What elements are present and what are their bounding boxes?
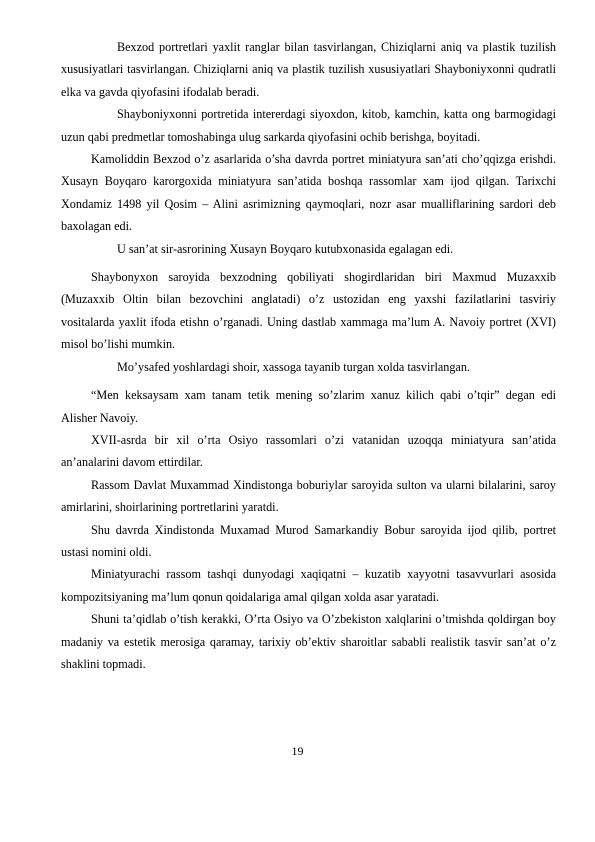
body-text [61, 36, 556, 675]
paragraph-5: Shaybonyxon saroyida bexzodning qobiliyati shogirdlaridan biri Maxmud Muzaxxib (Muzaxxib Oltin bilan bezovchini anglatadi) o’z ustozidan eng yaxshi fazilatlarini tasviriy vositalarda yaxlit ifoda etishn o’rganadi. Uning dastlab xammaga ma’lum A. Navoiy portret (XVI) misol bo’lishi mumkin. [61, 270, 556, 352]
paragraph-9: Rassom Davlat Muxammad Xindistonga boburiylar saroyida sulton va ularni bilalarini, saroy amirlarini, shoirlarining portretlarini yaratdi. [61, 477, 556, 515]
paragraph-3: Kamoliddin Bexzod o’z asarlarida o’sha davrda portret miniatyura san’ati cho’qqizga erishdi. Xusayn Boyqaro karorgoxida miniatyura san’atida boshqa rassomlar xam ijod qilgan. Tarixchi Xondamiz 1498 yil Qosim – Alini asrimizning qaymoqlari, nozr asar mualliflarining sardori deb baxolagan edi. [61, 152, 556, 234]
paragraph-10: Shu davrda Xindistonda Muxamad Murod Samarkandiy Bobur saroyida ijod qilib, portret ustasi nomini oldi. [61, 522, 556, 559]
paragraph-1: Bexzod portretlari yaxlit ranglar bilan tasvirlangan, Chiziqlarni aniq va plastik tuzilish xususiyatlari tasvirlangan. Chiziqlarni aniq va plastik tuzilish xususiyatlari Shayboniyxonni qudratli elka va gavda qiyofasini ifodalab beradi. [61, 40, 556, 99]
paragraph-4: U san’at sir-asrorining Xusayn Boyqaro kutubxonasida egalagan edi. [117, 241, 454, 256]
paragraph-11: Miniatyurachi rassom tashqi dunyodagi xaqiqatni – kuzatib xayyotni tasavvurlari asosida kompozitsiyaning ma’lum qonun qoidalariga amal qilgan xolda asar yaratadi. [61, 567, 556, 604]
paragraph-12: Shuni ta’qidlab o’tish kerakki, O’rta Osiyo va O’zbekiston xalqlarini o’tmishda qoldirgan boy madaniy va estetik merosiga qaramay, tarixiy ob’ektiv sharoitlar sababli realistik tasvir san’at o’z shaklini topmadi. [61, 612, 556, 671]
paragraph-7: “Men keksaysam xam tanam tetik mening so’zlarim xanuz kilich qabi o’tqir” degan edi Alisher Navoiy. [61, 388, 556, 425]
page-number: 19 [291, 744, 304, 758]
paragraph-8: XVII-asrda bir xil o’rta Osiyo rassomlari o’zi vatanidan uzoqqa miniatyura san’atida an’analarini davom ettirdilar. [61, 432, 556, 470]
paragraph-2: Shayboniyxonni portretida intererdagi siyoxdon, kitob, kamchin, katta ong barmogidagi uzun qabi predmetlar tomoshabinga ulug sarkarda qiyofasini ochib berishga, boyitadi. [61, 107, 556, 144]
paragraph-6: Mo’ysafed yoshlardagi shoir, xassoga tayanib turgan xolda tasvirlangan. [117, 359, 470, 374]
